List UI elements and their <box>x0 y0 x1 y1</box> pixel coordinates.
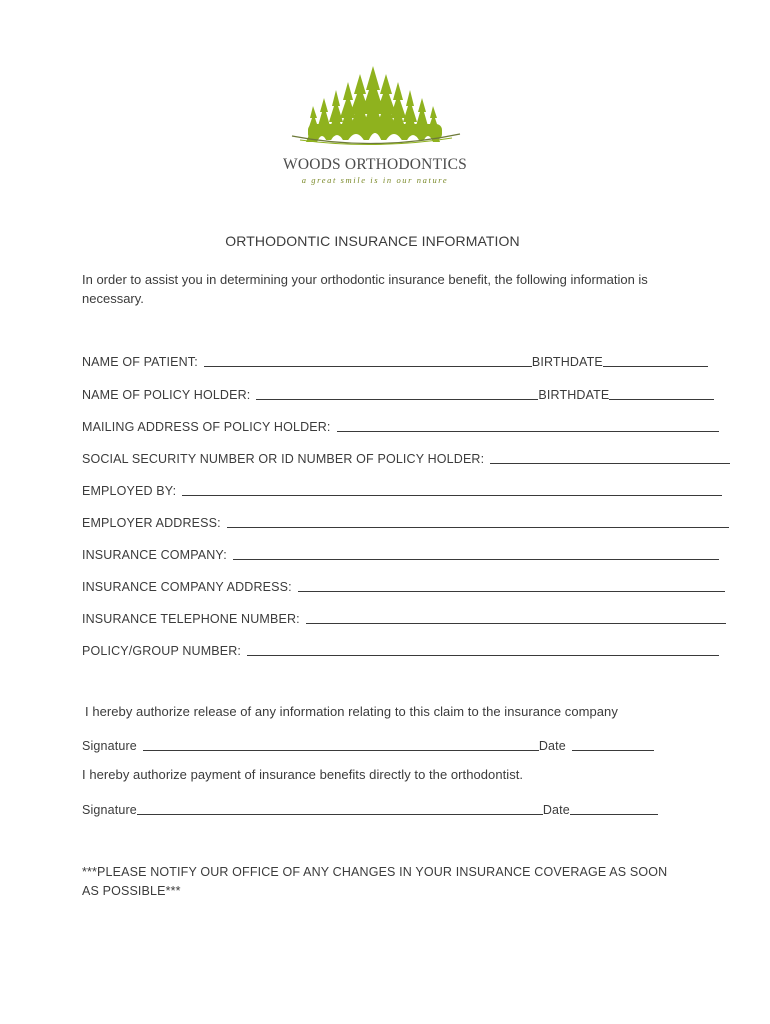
insurance-company-address-field[interactable] <box>298 591 725 592</box>
ssn-id-row <box>82 448 730 466</box>
employed-by-label: EMPLOYED BY: <box>82 484 177 498</box>
patient-birthdate-label: BIRTHDATE <box>531 355 603 369</box>
date-field-1[interactable] <box>572 750 654 751</box>
patient-birthdate-field[interactable] <box>603 366 708 367</box>
employer-address-row <box>82 512 729 530</box>
policy-group-number-row <box>82 640 719 658</box>
date-label-1: Date <box>538 739 566 753</box>
ssn-id-label: SOCIAL SECURITY NUMBER OR ID NUMBER OF POLICY HOLDER: <box>82 452 485 466</box>
policy-group-number-field[interactable] <box>247 655 719 656</box>
employed-by-field[interactable] <box>182 495 722 496</box>
signature-field-1[interactable] <box>143 750 539 751</box>
form-title: ORTHODONTIC INSURANCE INFORMATION <box>225 233 520 249</box>
insurance-company-address-row <box>82 576 725 594</box>
mailing-address-field[interactable] <box>337 431 719 432</box>
insurance-phone-field[interactable] <box>306 623 726 624</box>
insurance-company-field[interactable] <box>233 559 719 560</box>
ssn-id-field[interactable] <box>490 463 730 464</box>
patient-name-field[interactable] <box>204 366 532 367</box>
woods-orthodontics-logo <box>270 60 480 195</box>
intro-text: In order to assist you in determining your orthodontic insurance benefit, the following information is necessary. <box>82 272 648 306</box>
employer-address-label: EMPLOYER ADDRESS: <box>82 516 221 530</box>
policy-holder-name-row <box>82 384 714 402</box>
insurance-phone-label: INSURANCE TELEPHONE NUMBER: <box>82 612 300 626</box>
mailing-address-row <box>82 416 719 434</box>
patient-name-label: NAME OF PATIENT: <box>82 355 198 369</box>
policy-holder-birthdate-field[interactable] <box>609 399 714 400</box>
signature-label-2: Signature <box>82 803 137 817</box>
policy-holder-birthdate-label: BIRTHDATE <box>538 388 610 402</box>
insurance-company-address-label: INSURANCE COMPANY ADDRESS: <box>82 580 292 594</box>
signature-row-1 <box>82 735 654 753</box>
patient-name-row <box>82 351 708 369</box>
tree-arches-emblem-icon <box>270 60 480 152</box>
policy-group-number-label: POLICY/GROUP NUMBER: <box>82 644 242 658</box>
employer-address-field[interactable] <box>227 527 729 528</box>
employed-by-row <box>82 480 722 498</box>
signature-row-2 <box>82 799 658 817</box>
release-authorization-text: I hereby authorize release of any information relating to this claim to the insurance company <box>85 704 618 719</box>
date-field-2[interactable] <box>570 814 658 815</box>
insurance-company-row <box>82 544 719 562</box>
signature-label-1: Signature <box>82 739 137 753</box>
brand-name: WOODS ORTHODONTICS <box>283 156 467 173</box>
insurance-company-label: INSURANCE COMPANY: <box>82 548 227 562</box>
signature-field-2[interactable] <box>137 814 543 815</box>
policy-holder-name-label: NAME OF POLICY HOLDER: <box>82 388 251 402</box>
policy-holder-name-field[interactable] <box>256 399 538 400</box>
payment-authorization-text: I hereby authorize payment of insurance benefits directly to the orthodontist. <box>82 767 524 782</box>
date-label-2: Date <box>542 803 570 817</box>
brand-tagline: a great smile is in our nature <box>301 175 449 185</box>
mailing-address-label: MAILING ADDRESS OF POLICY HOLDER: <box>82 420 331 434</box>
insurance-phone-row <box>82 608 726 626</box>
coverage-change-notice: ***PLEASE NOTIFY OUR OFFICE OF ANY CHANGES IN YOUR INSURANCE COVERAGE AS SOON AS POSSIBLE*** <box>82 865 668 898</box>
